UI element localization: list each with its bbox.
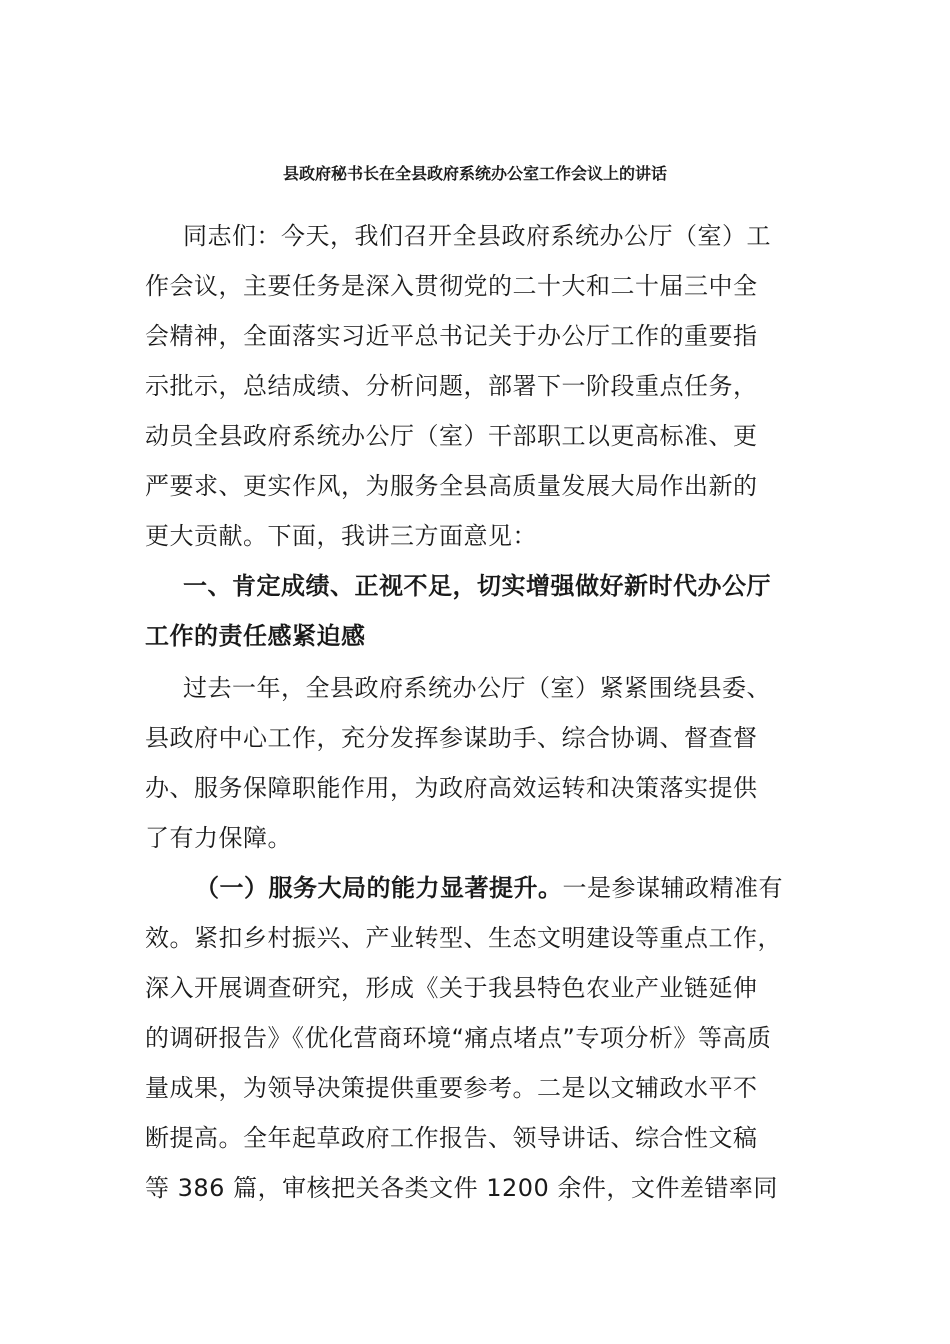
paragraph-line: 动员全县政府系统办公厅（室）干部职工以更高标准、更	[145, 422, 758, 450]
paragraph-line: 过去一年，全县政府系统办公厅（室）紧紧围绕县委、	[183, 674, 771, 702]
paragraph-line: 的调研报告》《优化营商环境“痛点堵点”专项分析》等高质	[145, 1024, 772, 1052]
paragraph-line: 办、服务保障职能作用，为政府高效运转和决策落实提供	[145, 774, 758, 802]
paragraph-line: 同志们：今天，我们召开全县政府系统办公厅（室）工	[183, 222, 771, 250]
subsection-text: 一是参谋辅政精准有	[562, 874, 783, 902]
paragraph-line: 示批示，总结成绩、分析问题，部署下一阶段重点任务，	[145, 372, 758, 400]
paragraph-line: 会精神，全面落实习近平总书记关于办公厅工作的重要指	[145, 322, 758, 350]
paragraph-line: 县政府中心工作，充分发挥参谋助手、综合协调、督查督	[145, 724, 758, 752]
subsection-line	[195, 868, 783, 908]
document-title: 县政府秘书长在全县政府系统办公室工作会议上的讲话	[282, 164, 667, 183]
paragraph-line: 深入开展调查研究，形成《关于我县特色农业产业链延伸	[145, 974, 758, 1002]
paragraph-line: 严要求、更实作风，为服务全县高质量发展大局作出新的	[145, 472, 758, 500]
paragraph-line: 等 386 篇，审核把关各类文件 1200 余件，文件差错率同	[145, 1174, 778, 1202]
subsection-heading: （一）服务大局的能力显著提升。	[195, 874, 563, 902]
paragraph-line: 效。紧扣乡村振兴、产业转型、生态文明建设等重点工作，	[145, 924, 782, 952]
paragraph-line: 作会议，主要任务是深入贯彻党的二十大和二十届三中全	[145, 272, 758, 300]
paragraph-line: 了有力保障。	[145, 824, 292, 852]
paragraph-line: 更大贡献。下面，我讲三方面意见：	[145, 522, 537, 550]
paragraph-line: 量成果，为领导决策提供重要参考。二是以文辅政水平不	[145, 1074, 758, 1102]
section-heading: 工作的责任感紧迫感	[145, 622, 366, 650]
section-heading: 一、肯定成绩、正视不足，切实增强做好新时代办公厅	[183, 572, 771, 600]
paragraph-line: 断提高。全年起草政府工作报告、领导讲话、综合性文稿	[145, 1124, 758, 1152]
